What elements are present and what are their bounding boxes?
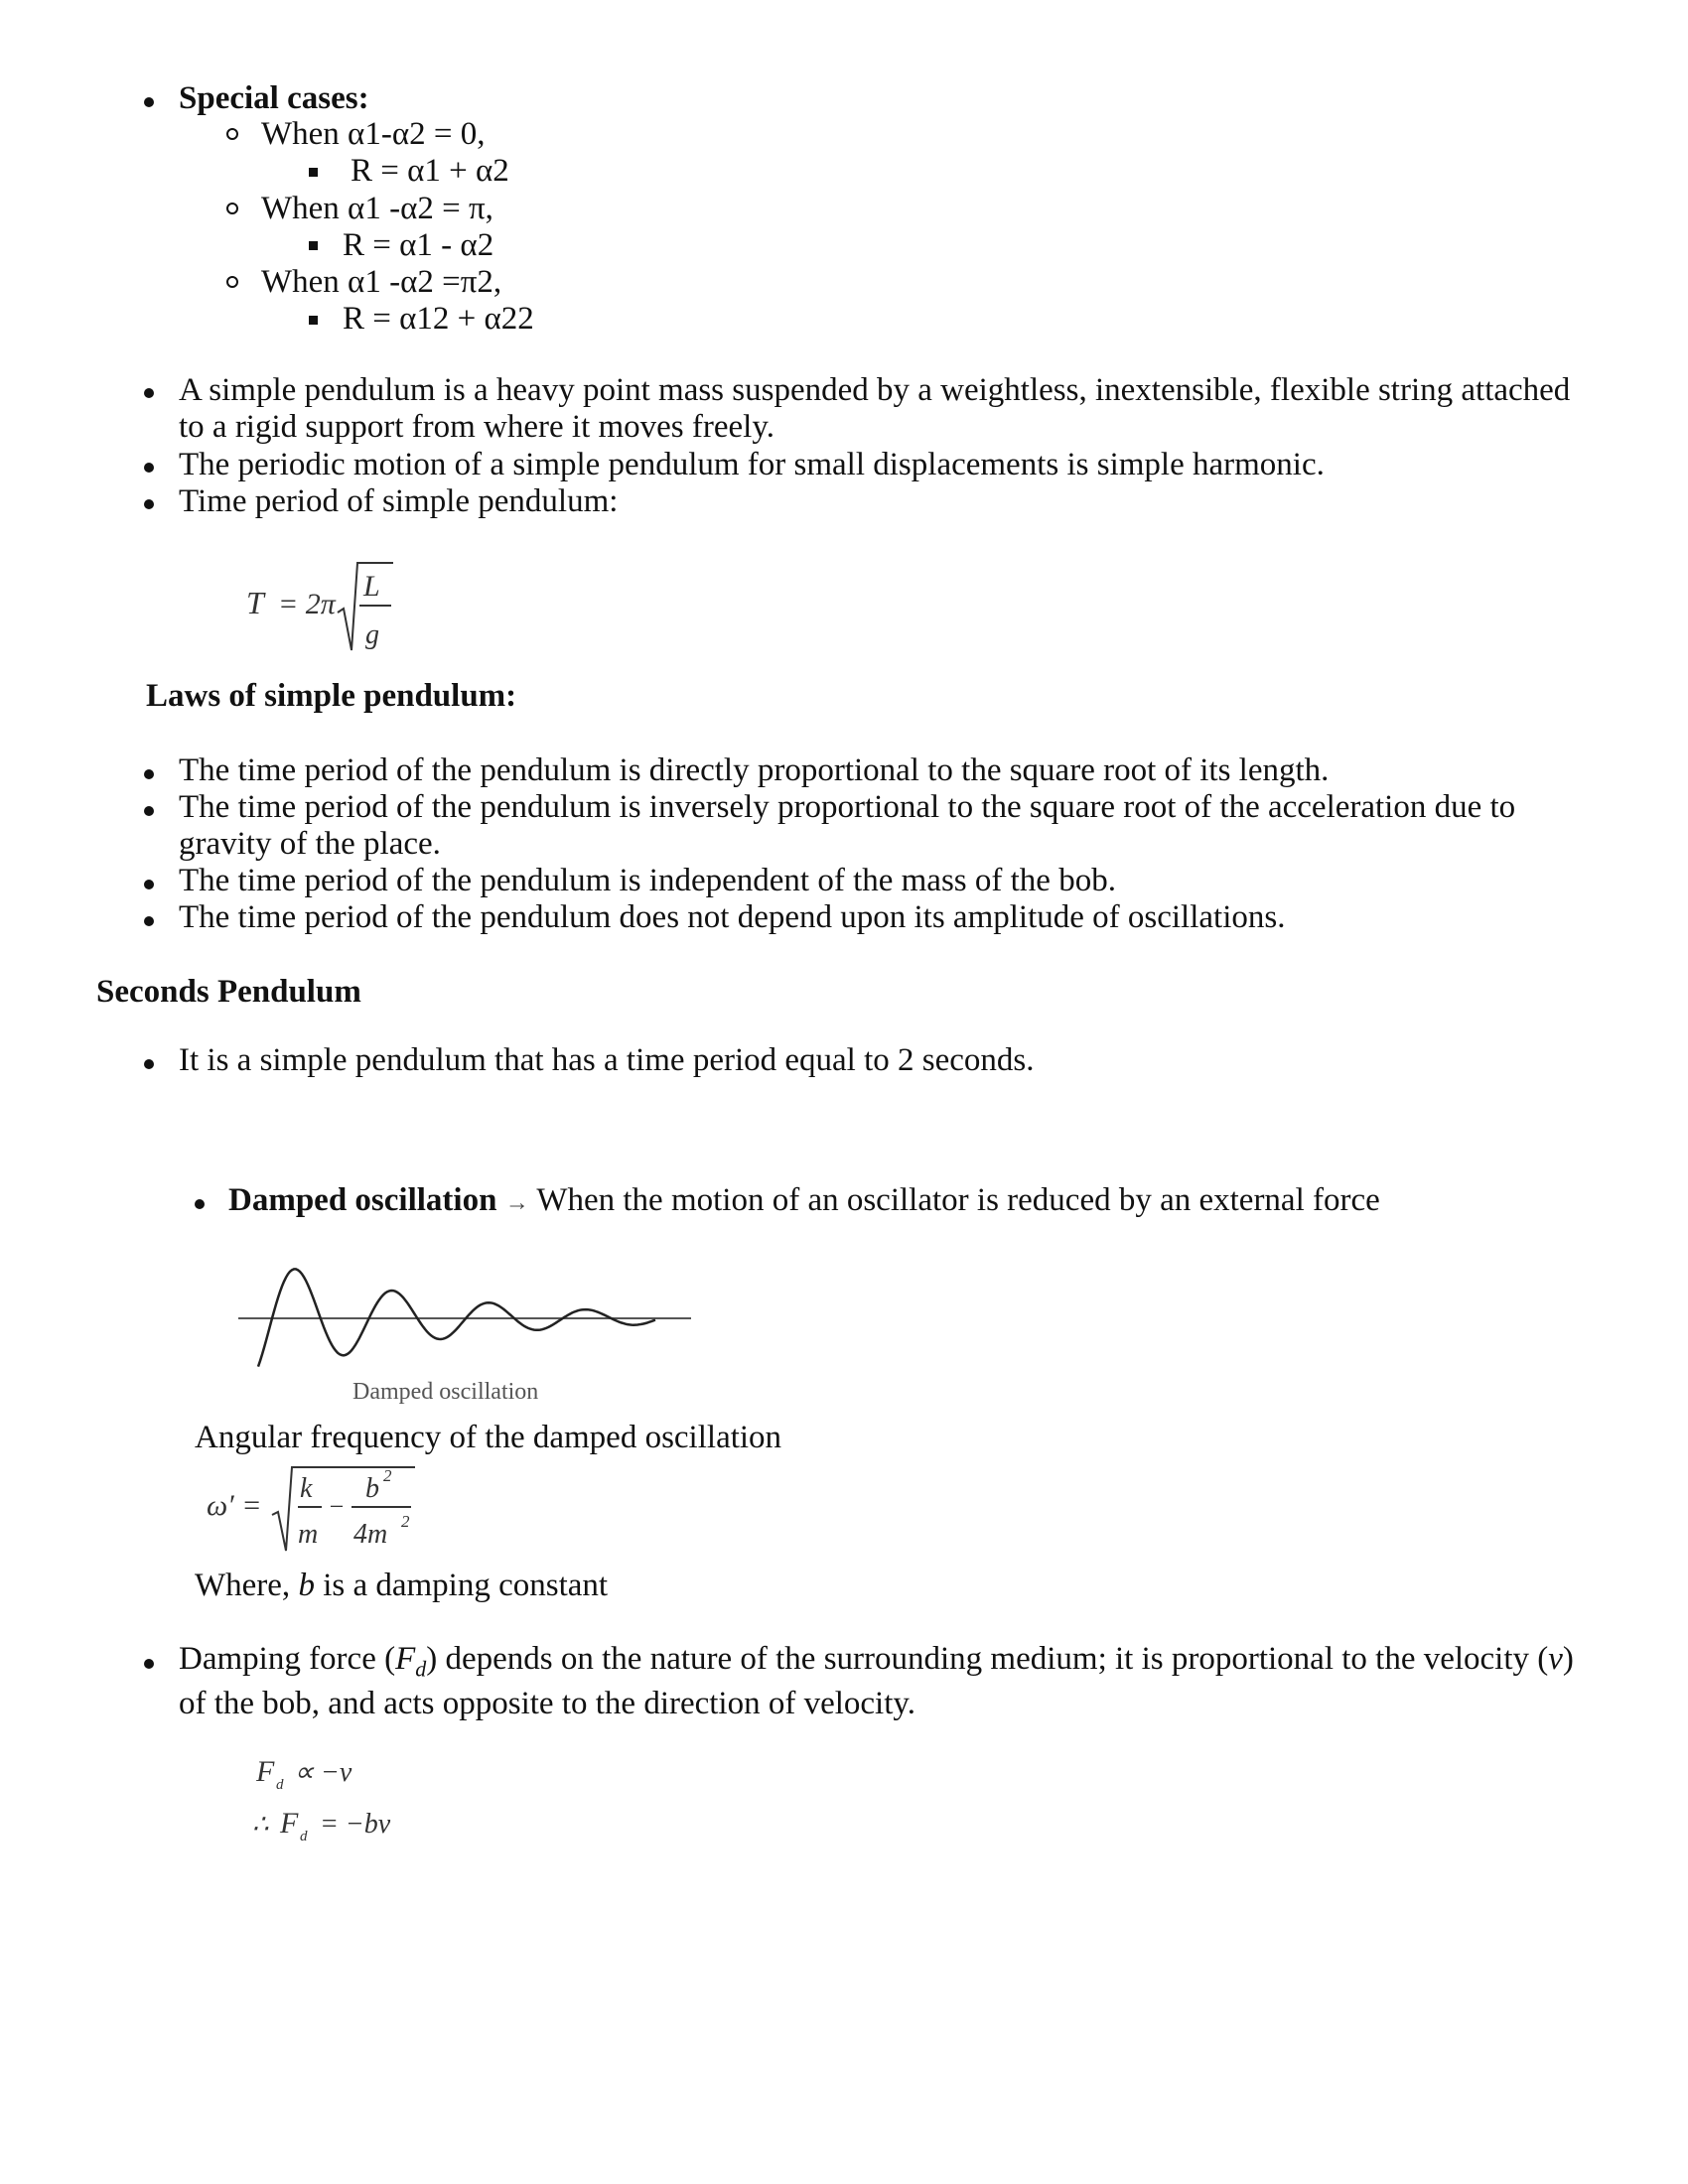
bullet-icon — [144, 880, 154, 889]
bullet-icon — [144, 499, 154, 509]
svg-text:∝ −v: ∝ −v — [294, 1757, 352, 1788]
bullet-icon — [144, 388, 154, 398]
law-4: The time period of the pendulum does not depend upon its amplitude of oscillations. — [179, 899, 1286, 935]
svg-text:g: g — [365, 619, 379, 650]
bullet-icon — [195, 1199, 205, 1209]
svg-text:∴: ∴ — [252, 1810, 269, 1839]
damping-force-line2: of the bob, and acts opposite to the direction of velocity. — [179, 1686, 916, 1721]
where-prefix: Where, — [195, 1568, 299, 1603]
damped-definition — [228, 1181, 1380, 1222]
bullet-icon — [144, 1659, 154, 1669]
svg-text:b: b — [365, 1473, 379, 1504]
square-bullet-icon — [309, 168, 318, 177]
svg-text:= −bv: = −bv — [320, 1809, 391, 1840]
damped-graph-caption: Damped oscillation — [352, 1379, 539, 1405]
seconds-pendulum-heading: Seconds Pendulum — [96, 974, 361, 1010]
arrow-icon: → — [504, 1190, 529, 1216]
case-1-result: R = α1 + α2 — [351, 153, 509, 189]
bullet-icon — [144, 97, 154, 107]
damping-force-variable: F — [395, 1641, 416, 1677]
damped-definition-text: When the motion of an oscillator is reduced by an external force — [536, 1182, 1380, 1218]
bullet-icon — [144, 916, 154, 926]
damping-force-subscript: d — [415, 1656, 427, 1682]
time-period-formula — [238, 551, 407, 660]
special-cases-title: Special cases: — [179, 80, 369, 116]
bullet-icon — [144, 806, 154, 816]
svg-text:d: d — [300, 1829, 308, 1844]
damped-oscillation-graph — [236, 1246, 703, 1395]
law-2-line1: The time period of the pendulum is inversely proportional to the square root of the acceleration due to — [179, 789, 1516, 825]
pendulum-definition-line2: to a rigid support from where it moves freely. — [179, 409, 774, 445]
circle-bullet-icon — [226, 203, 238, 214]
angular-frequency-label: Angular frequency of the damped oscillation — [195, 1420, 782, 1455]
bullet-icon — [144, 463, 154, 473]
svg-text:ω′ =: ω′ = — [207, 1489, 262, 1522]
damping-force-text-c: ) — [1562, 1641, 1574, 1677]
svg-text:= 2π: = 2π — [278, 588, 336, 620]
case-3-condition: When α1 -α2 =π2, — [261, 264, 502, 300]
law-1: The time period of the pendulum is directly proportional to the square root of its length. — [179, 752, 1330, 788]
bullet-icon — [144, 769, 154, 779]
svg-text:4m: 4m — [353, 1519, 388, 1550]
svg-text:m: m — [298, 1519, 319, 1550]
velocity-variable: v — [1548, 1641, 1563, 1677]
case-1-condition: When α1-α2 = 0, — [261, 116, 486, 152]
omega-formula — [199, 1457, 437, 1557]
circle-bullet-icon — [226, 128, 238, 140]
svg-text:F: F — [280, 1807, 299, 1840]
case-2-result: R = α1 - α2 — [343, 227, 494, 263]
svg-text:L: L — [363, 570, 380, 603]
seconds-pendulum-text: It is a simple pendulum that has a time period equal to 2 seconds. — [179, 1042, 1035, 1078]
law-2-line2: gravity of the place. — [179, 826, 441, 862]
case-2-condition: When α1 -α2 = π, — [261, 191, 493, 226]
svg-text:T: T — [246, 585, 264, 620]
case-3-result: R = α12 + α22 — [343, 301, 534, 337]
damping-force-line1 — [179, 1640, 1574, 1689]
circle-bullet-icon — [226, 276, 238, 288]
bullet-icon — [144, 1059, 154, 1069]
law-3: The time period of the pendulum is independent of the mass of the bob. — [179, 863, 1116, 898]
pendulum-shm-text: The periodic motion of a simple pendulum for small displacements is simple harmonic. — [179, 447, 1325, 482]
svg-text:2: 2 — [401, 1512, 410, 1531]
svg-text:k: k — [300, 1473, 313, 1504]
damping-force-text-b: ) depends on the nature of the surrounding medium; it is proportional to the velocity ( — [426, 1641, 1549, 1677]
pendulum-definition-line1: A simple pendulum is a heavy point mass suspended by a weightless, inextensible, flexible string attached — [179, 372, 1571, 408]
where-suffix: is a damping constant — [314, 1568, 609, 1603]
damping-force-text-a: Damping force ( — [179, 1641, 396, 1677]
svg-text:F: F — [256, 1755, 275, 1788]
svg-text:d: d — [276, 1777, 284, 1793]
time-period-label: Time period of simple pendulum: — [179, 483, 619, 519]
damped-term: Damped oscillation — [228, 1182, 497, 1218]
damping-constant-note — [195, 1567, 608, 1604]
svg-text:−: − — [328, 1492, 346, 1521]
svg-text:2: 2 — [383, 1466, 392, 1485]
damping-force-equations — [250, 1747, 449, 1846]
square-bullet-icon — [309, 241, 318, 250]
where-variable: b — [298, 1568, 315, 1603]
square-bullet-icon — [309, 316, 318, 325]
laws-heading: Laws of simple pendulum: — [146, 678, 517, 714]
